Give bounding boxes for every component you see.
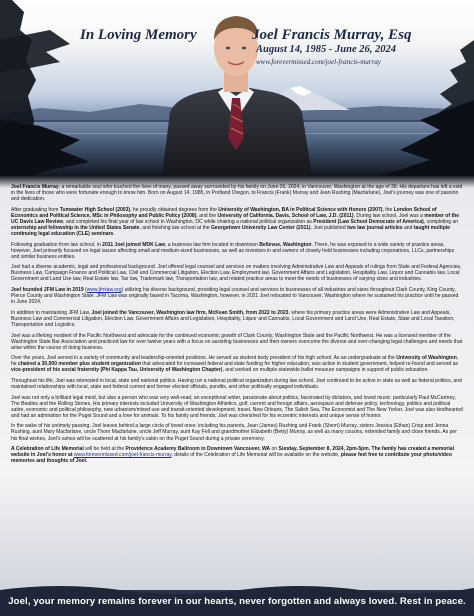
paragraph-politics: Throughout his life, Joel was interested in local, state and national politics. Having run a national political organization during law school, Joel continued to be active in state as well as federal politics, and maintained relationships with local, state and federal current and former elected officials, pundits, and other politically engaged individuals. bbox=[11, 377, 462, 391]
closing-tribute: Joel, your memory remains forever in our hearts, never forgotten and always loved. Rest in peace. bbox=[8, 596, 466, 607]
life-dates: August 14, 1985 - June 26, 2024 bbox=[256, 44, 397, 55]
decedent-name: Joel Francis Murray bbox=[11, 184, 59, 190]
paragraph-pacific-northwest: Joel was a lifelong resident of the Pacific Northwest and advocate for the continued economic growth of Clark County, Washington State and the Pacific Northwest. He was a licensed member of the Washington State Bar Association and practiced law for over twelve years with a focus on assisting businesses and their owners overcome the diverse and ever-changing legal challenges and needs that arise within the course of doing business. bbox=[11, 332, 463, 351]
memorial-website-header: www.forevermissed.com/joel-francis-murray bbox=[256, 58, 381, 66]
paragraph-jfm-law: Joel founded JFM Law in 2019 (www.jfmlaw.org) utilizing his diverse background, providing legal counsel and services to businesses of all industries and sizes throughout Clark County, King County, Pierce County and Washington State. JFM Law was originally based in Tacoma, Washington, however, in 2021 Joel relocated to Vancouver, Washington where he sustained his practice until he passed in June 2024. bbox=[11, 287, 459, 306]
paragraph-celebration-of-life: A Celebration of Life Memorial will be held at the Providence Academy Ballroom in Downtown Vancouver, WA on Sunday, September 8, 2024, 2pm-5pm. The family has created a memorial website in Joel's honor at www.forevermissed.com/joel-francis-murray, details of the Celebration of Life Memorial will be available on the website, please feel free to contribute your photo/video memories and thoughts of Joel. bbox=[11, 446, 454, 465]
jfm-law-link[interactable]: www.jfmlaw.org bbox=[86, 287, 122, 294]
paragraph-leadership: Over the years, Joel served in a variety of community and leadership-oriented positions. He served as student body president of his high school. As an undergraduate at the University of Washington, he chaired a 30,000 member plus student organization that advocated for increased federal and state funding for higher education, was active in student government, helped re-found and served as vice-president of his social fraternity (Phi Kappa Tau, University of Washington Chapter), and worked on multiple statewide ballot measure campaigns in support of public education. bbox=[11, 355, 459, 374]
memorial-website-link[interactable]: www.forevermissed.com/joel-francis-murray bbox=[73, 452, 172, 459]
paragraph-survivors: In the wake of his untimely passing, Joel leaves behind a large circle of loved ones: including his parents, Jean (James) Rushing and Frank (Sherri) Murray, sisters Jessica (Ethan) Crisp and Jenna Rushing, aunt Mary Macfarlane, uncle Thom Macfarlane, uncle Jeff Murray, aunt Kay Fell and grandmother Elizabeth (Betty) Murray, as well as many cousins, extended family and close friends. As per his final wishes, Joel's ashes will be scattered at his family's cabin on the Puget Sound during a private ceremony. bbox=[11, 423, 457, 442]
in-loving-memory-title: In Loving Memory bbox=[80, 27, 197, 43]
memorial-photo-banner bbox=[0, 0, 474, 176]
obituary-text bbox=[11, 184, 463, 469]
paragraph-interests: Joel was not only a brilliant legal mind, but also a person who was very well-read, an exceptional writer, passionate about politics, fascinated by dictators, and loved music: particularly Paul McCartney, The Beatles and the Rolling Stones. His primary interests included University of Washington Athletics, golf, current and foreign affairs, aerospace and defense policy, technology, politics and political satire, economic and political philosophy, new urbanism/mixed use and transit-oriented development, travel, New Orleans, The Salish Sea, The Economist and The New Yorker. Joel was also kindhearted and had an admiration for the Puget Sound and a love for animals. To his family and friends, Joel was cherished for his eccentric interests and unique sense of humor. bbox=[11, 394, 463, 419]
paragraph-background: Joel had a diverse academic, legal and professional background. Joel offered legal counsel and services on matters involving Administrative Law and Appeals of rulings from State and Federal Agencies, Business Law, Campaign Finance and Political Law, Civil and Commercial Litigation, Election Law, Employment law, Government Affairs and Legislation, Hospitality Law, Liquor and Cannabis law, Local Government and Land Use law, Real Estate law, Tax law, Trademark law, Transportation law, and related practice areas to meet the needs of businesses of varying sizes and industries. bbox=[11, 264, 462, 283]
paragraph-mckean-smith: In addition to maintaining JFM Law, Joel joined the Vancouver, Washington law firm, McKean Smith, from 2022 to 2023, where his primary practice areas were Administrative Law and Appeals, Business Law and Commercial Litigation, Election Law, Government Affairs and Legislation, Hospitality, Liquor and Cannabis, Local Government and Land Use, Real Estate, State and Local Taxation, Transportation and Logistics. bbox=[11, 309, 455, 328]
paragraph-mdk-law: Following graduation from law school, in 2011 Joel joined MDK Law, a business law firm located in downtown Bellevue, Washington. There, he was exposed to a wide variety of practice areas, however, Joel primarily focused on legal issues affecting small and medium-sized businesses, as well as investors in and owners of closely held businesses including corporations, LLCs, partnerships and similar business entities. bbox=[11, 241, 455, 260]
paragraph-education: After graduating from Tumwater High School (2003), he proudly obtained degrees from the University of Washington, BA in Political Science with Honors (2007), the London School of Economics and Political Science, MSc in Philosophy and Public Policy (2008), and the University of California, Davis, School of Law, J.D. (2011). During law school, Joel was a member of the UC Davis Law Review, and completed his final year of law school in Washington, DC while chairing a national political organization as President (Law School Democrats of America), completing an externship and fellowship in the United States Senate, and finishing law school at the Georgetown University Law Center (2011). Joel published two law journal articles and taught multiple continuing legal education (CLE) seminars. bbox=[11, 206, 460, 237]
paragraph-intro: Joel Francis Murray, a remarkable soul who touched the lives of many, passed away surrounded by his family on June 26, 2024, in Vancouver, Washington at the age of 38. His departure has left a void in the lives of those who were fortunate enough to know him. Born on August 14, 1985, in Portland Oregon, to Francis (Frank) Murray and Jean Rushing (Macfarlane), Joel's journey was one of passion and dedication. bbox=[11, 184, 463, 203]
decedent-name-title: Joel Francis Murray, Esq bbox=[252, 27, 412, 43]
